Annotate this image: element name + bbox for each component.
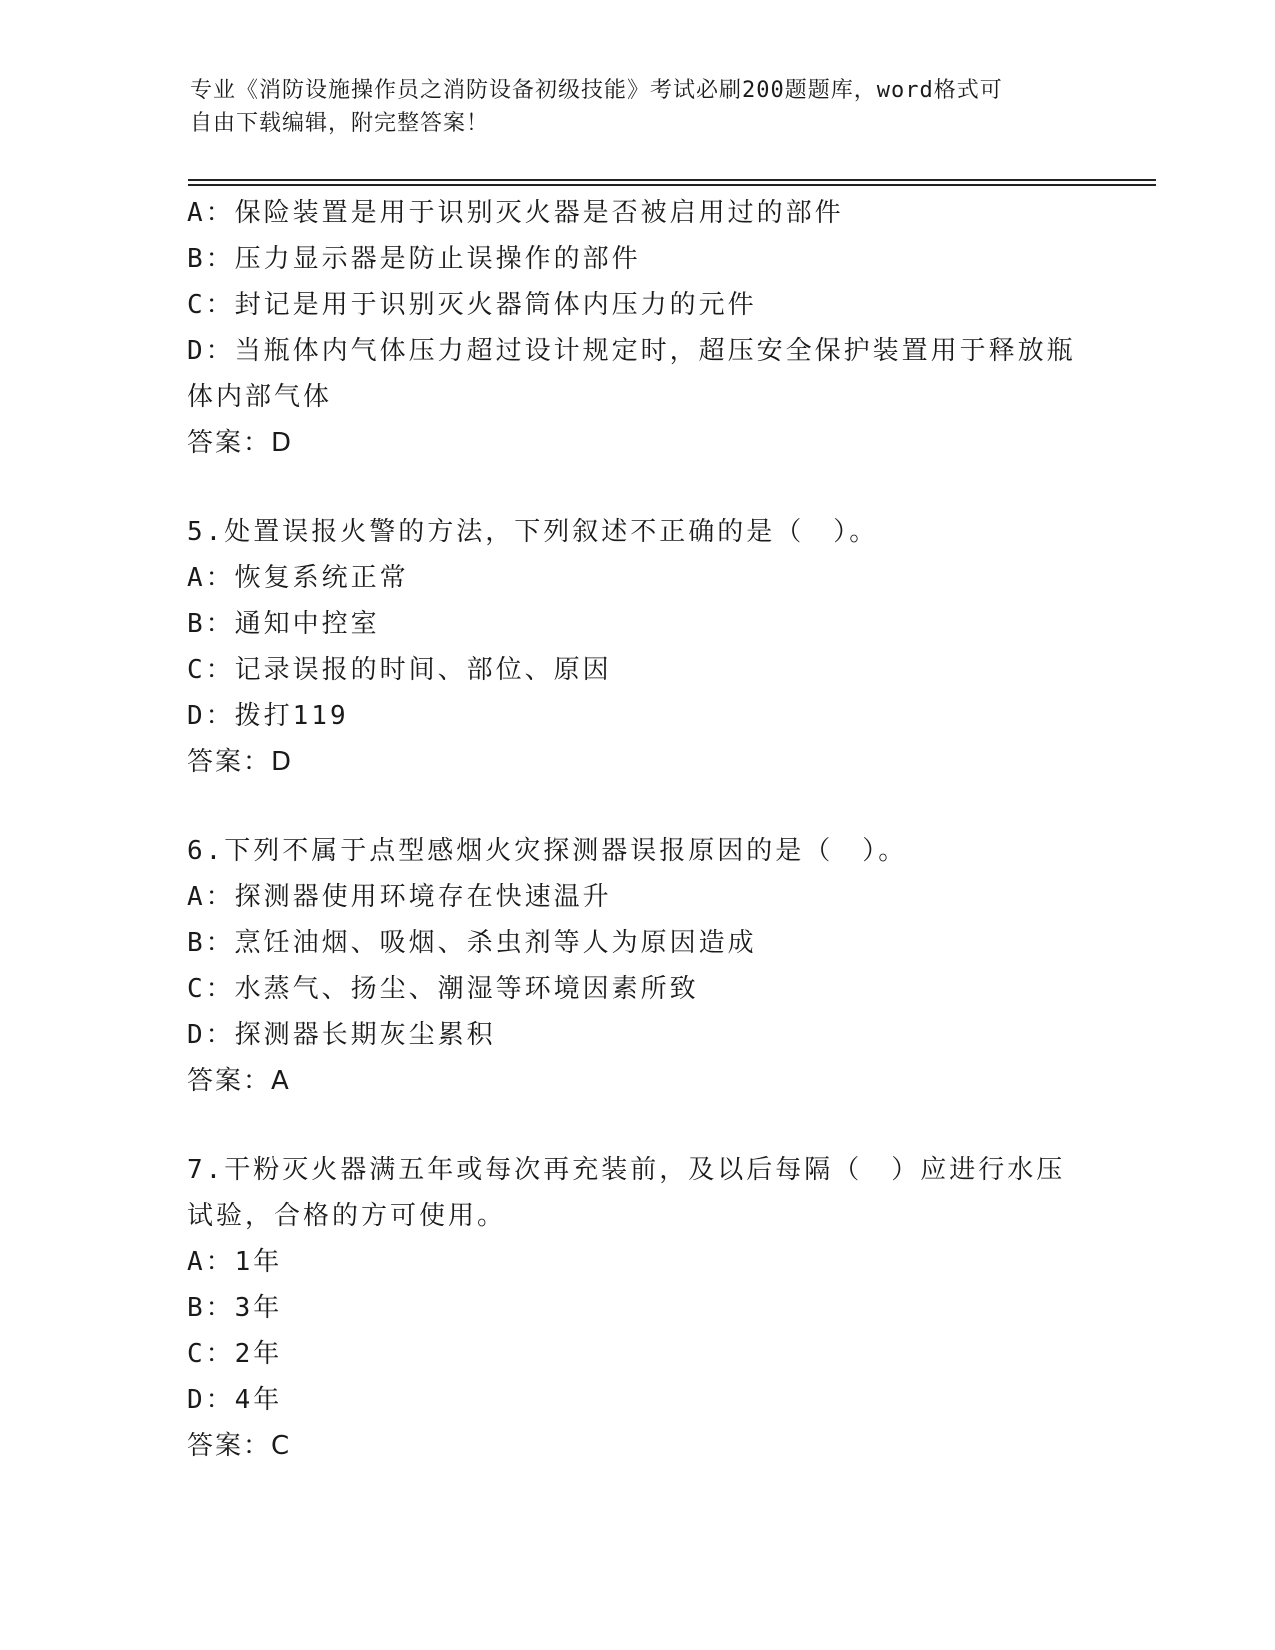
option-c: C：记录误报的时间、部位、原因 [187,655,612,685]
answer: 答案：A [187,1066,291,1096]
spacer [187,1104,1087,1147]
spacer [187,466,1087,509]
option-d: D：4年 [187,1385,283,1415]
header-line-1: 专业《消防设施操作员之消防设备初级技能》考试必刷200题题库，word格式可 [190,78,1003,103]
option-d-line-1: D：当瓶体内气体压力超过设计规定时，超压安全保护装置用于释放瓶 [187,336,1076,366]
option-a: A：1年 [187,1247,283,1277]
question-6 [187,828,1087,1104]
question-stem: 6.下列不属于点型感烟火灾探测器误报原因的是（ ）。 [187,836,908,866]
option-c: C：水蒸气、扬尘、潮湿等环境因素所致 [187,974,699,1004]
option-c: C：封记是用于识别灭火器筒体内压力的元件 [187,290,757,320]
header-divider-bottom [188,184,1156,186]
header-divider-top [188,179,1156,181]
question-4 [187,190,1087,466]
question-stem-line-1: 7.干粉灭火器满五年或每次再充装前，及以后每隔（ ）应进行水压 [187,1155,1066,1185]
option-d: D：探测器长期灰尘累积 [187,1020,496,1050]
spacer [187,785,1087,828]
option-b: B：通知中控室 [187,609,380,639]
question-7 [187,1147,1087,1469]
option-d-line-2: 体内部气体 [187,382,333,412]
answer: 答案：D [187,747,294,777]
question-list [187,190,1087,1469]
option-b: B：3年 [187,1293,283,1323]
option-a: A：保险装置是用于识别灭火器是否被启用过的部件 [187,198,844,228]
question-stem-line-2: 试验，合格的方可使用。 [187,1201,507,1231]
question-5 [187,509,1087,785]
option-d: D：拨打119 [187,701,349,731]
option-a: A：探测器使用环境存在快速温升 [187,882,612,912]
option-b: B：压力显示器是防止误操作的部件 [187,244,641,274]
question-stem: 5.处置误报火警的方法，下列叙述不正确的是（ ）。 [187,517,879,547]
document-header [190,74,1090,140]
answer: 答案：C [187,1431,292,1461]
option-a: A：恢复系统正常 [187,563,409,593]
option-b: B：烹饪油烟、吸烟、杀虫剂等人为原因造成 [187,928,757,958]
header-line-2: 自由下载编辑，附完整答案！ [190,111,490,136]
option-c: C：2年 [187,1339,283,1369]
answer: 答案：D [187,428,294,458]
